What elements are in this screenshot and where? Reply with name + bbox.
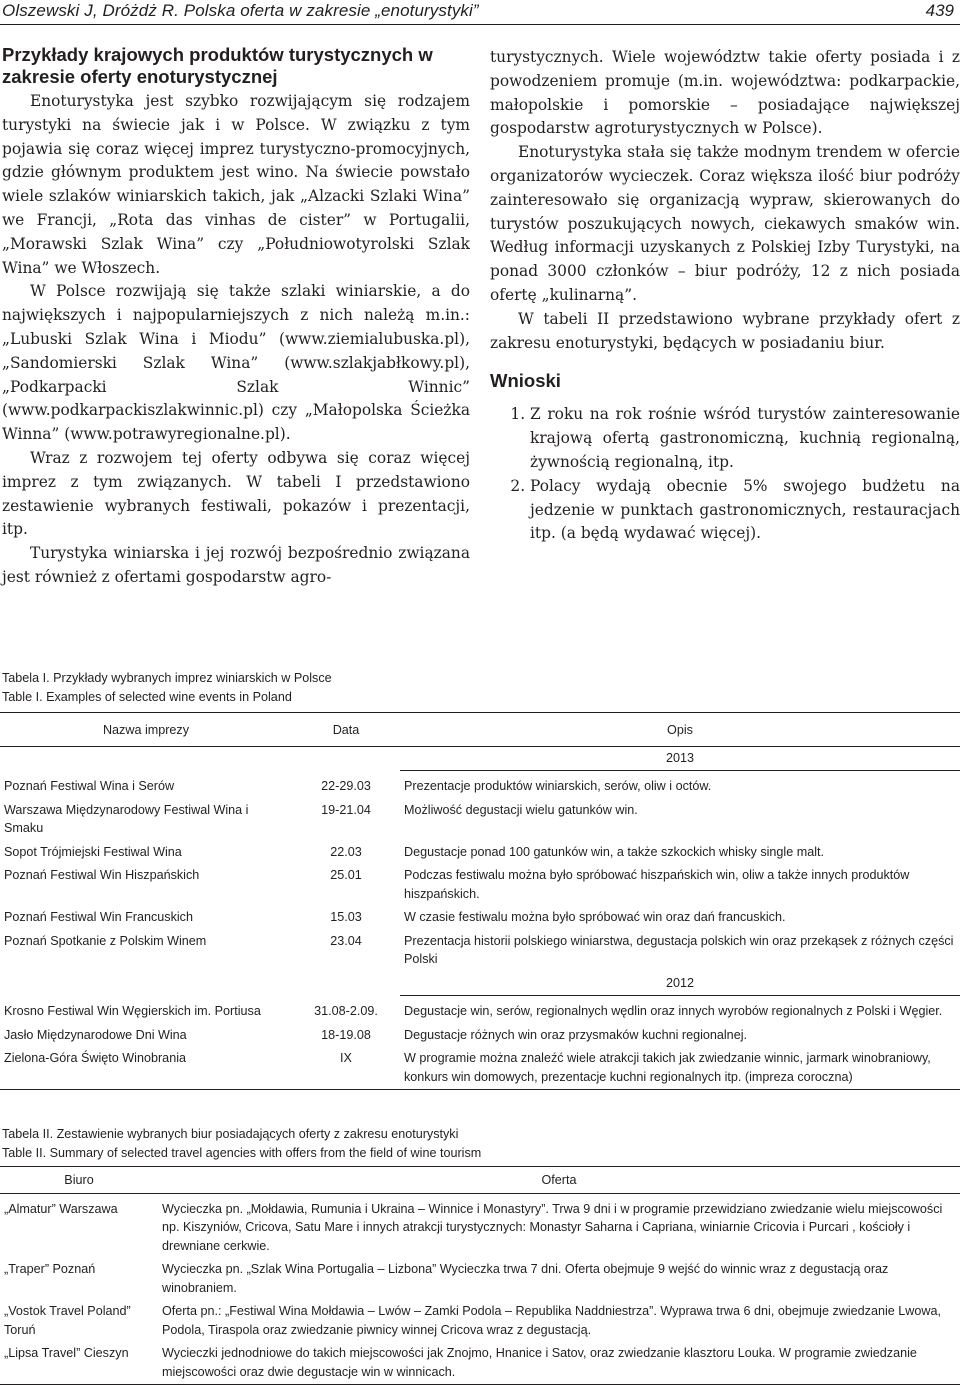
year-label: 2012 bbox=[400, 972, 960, 996]
section-heading: Przykłady krajowych produktów turystycznych w zakresie oferty enoturystycznej bbox=[2, 44, 433, 87]
event-description-cell: Degustacje ponad 100 gatunków win, a także szkockich whisky single malt. bbox=[404, 844, 825, 859]
event-description-cell: Podczas festiwalu można było spróbować hiszpańskich win, oliw a także innych produktów hiszpańskich. bbox=[404, 868, 910, 901]
event-name-cell: Poznań Festiwal Win Francuskich bbox=[4, 910, 193, 924]
event-name-cell: Poznań Festiwal Win Hiszpańskich bbox=[4, 868, 200, 882]
table-row bbox=[0, 771, 960, 799]
paragraph: Wraz z rozwojem tej oferty odbywa się coraz więcej imprez z tym związanych. W tabeli I przedstawiono zestawienie wybranych festiwali, pokazów i prezentacji, itp. bbox=[2, 448, 470, 539]
event-date-cell: IX bbox=[340, 1051, 352, 1065]
table-row bbox=[0, 1258, 960, 1300]
event-name-cell: Poznań Spotkanie z Polskim Winem bbox=[4, 933, 207, 948]
table-row bbox=[0, 1300, 960, 1342]
column-header: Data bbox=[332, 723, 360, 737]
event-date-cell: 23.04 bbox=[330, 933, 362, 948]
offer-cell: Wycieczka pn. „Szlak Wina Portugalia – Lizbona” Wycieczka trwa 7 dni. Oferta obejmuje 9 wejść do winnic wraz z degustacją oraz winobraniem. bbox=[162, 1262, 889, 1295]
year-label: 2013 bbox=[400, 746, 960, 771]
header-rule bbox=[0, 24, 960, 25]
event-date-cell: 19-21.04 bbox=[321, 802, 371, 817]
table-row bbox=[0, 1024, 960, 1048]
event-date-cell: 18-19.08 bbox=[321, 1027, 371, 1042]
event-description-cell: Prezentacja historii polskiego winiarstwa, degustacja polskich win oraz przekąsek z różnych części Polski bbox=[404, 933, 954, 966]
table1-body bbox=[0, 746, 960, 1090]
paragraph: Enoturystyka jest szybko rozwijającym się rodzajem turystyki na świecie jak i w Polsce. W związku z tym pojawia się coraz więcej imprez turystyczno-promocyjnych, gdzie głównym produktem jest wino. Na świecie powstało wiele szlaków winiarskich takich, jak „Alzacki Szlaki Wina” we Francji, „Rota das vinhas de cister” w Portugalii, „Morawski Szlak Wina” czy „Południowotyrolski Szlak Wina” we Włoszech. bbox=[2, 92, 470, 277]
paragraph: Turystyka winiarska i jej rozwój bezpośrednio związana jest również z ofertami gospodarstw agro- bbox=[2, 544, 470, 586]
table1 bbox=[0, 712, 960, 1090]
table-row bbox=[0, 841, 960, 865]
event-description-cell: Degustacje win, serów, regionalnych wędlin oraz innych wyrobów regionalnych z Polski i Węgier. bbox=[404, 1004, 943, 1018]
event-date-cell: 31.08-2.09. bbox=[314, 1003, 378, 1018]
column-header: Nazwa imprezy bbox=[102, 723, 190, 737]
table-row bbox=[0, 864, 960, 906]
event-name-cell: Krosno Festiwal Win Węgierskich im. Portiusa bbox=[4, 1003, 261, 1018]
offer-cell: Wycieczka pn. „Mołdawia, Rumunia i Ukraina – Winnice i Monastyry”. Trwa 9 dni i w programie przewidziano zwiedzanie wielu miejscowości np. Kiszyniów, Cricova, Satu Mare i innych atrakcji turystycznych: Monastyr Saharna i Capriana, winiarnie Cricovia i Purcari , kościoły i drewniane cerkwie. bbox=[162, 1201, 943, 1253]
conclusion-item: 1. Z roku na rok rośnie wśród turystów zainteresowanie krajową ofertą gastronomiczną, kuchnią regionalną, żywnością regionalną, itp. bbox=[530, 403, 960, 474]
table-row bbox=[0, 1193, 960, 1258]
table-row bbox=[0, 1342, 960, 1385]
column-header: Oferta bbox=[541, 1173, 577, 1187]
table-row bbox=[0, 1047, 960, 1090]
column-header: Biuro bbox=[64, 1173, 94, 1187]
agency-cell: „Traper” Poznań bbox=[4, 1262, 96, 1276]
agency-cell: „Almatur” Warszawa bbox=[4, 1201, 118, 1216]
conclusions-heading: Wnioski bbox=[490, 370, 561, 392]
paragraph: Enoturystyka stała się także modnym trendem w ofercie organizatorów wycieczek. Coraz większa ilość biur podróży zainteresowało się organizacją wypraw, skierowanych do turystów poszukujących nowych, ciekawych smaków win. Według informacji uzyskanych z Polskiej Izby Turystyki, na ponad 3000 członków – biur podróży, 12 z nich posiada ofertę „kulinarną”. bbox=[490, 143, 960, 304]
table2-caption-pl: Tabela II. Zestawienie wybranych biur posiadających oferty z zakresu enoturystyki bbox=[2, 1127, 459, 1141]
table2 bbox=[0, 1166, 960, 1385]
table-header-row bbox=[0, 1167, 960, 1194]
event-name-cell: Zielona-Góra Święto Winobrania bbox=[4, 1051, 186, 1065]
event-name-cell: Poznań Festiwal Wina i Serów bbox=[4, 778, 175, 793]
year-row bbox=[0, 746, 960, 771]
event-date-cell: 22-29.03 bbox=[321, 778, 371, 793]
paragraph: W Polsce rozwijają się także szlaki winiarskie, a do największych i najpopularniejszych z nich należą m.in.: „Lubuski Szlak Wina i Miodu” (www.ziemialubuska.pl), „Sandomierski Szlak Wina” (www.szlakjabłkowy.pl), „Podkarpacki Szlak Winnic” (www.podkarpackiszlakwinnic.pl) czy „Małopolska Ścieżka Winna” (www.potrawyregionalne.pl). bbox=[2, 282, 470, 444]
agency-cell: „Lipsa Travel” Cieszyn bbox=[4, 1346, 129, 1360]
running-header bbox=[0, 0, 960, 30]
event-date-cell: 22.03 bbox=[330, 844, 362, 859]
event-date-cell: 15.03 bbox=[330, 910, 362, 924]
table-row bbox=[0, 906, 960, 930]
table1-caption-en: Table I. Examples of selected wine events in Poland bbox=[2, 690, 292, 704]
running-header-title: Olszewski J, Dróżdż R. Polska oferta w zakresie „enoturystyki” bbox=[2, 1, 479, 20]
paragraph: turystycznych. Wiele województw takie oferty posiada i z powodzeniem promuje (m.in. województwa: podkarpackie, małopolskie i pomorskie – posiadające największej gospodarstw agroturystycznych w Polsce). bbox=[490, 48, 960, 138]
table2-body bbox=[0, 1193, 960, 1385]
offer-cell: Wycieczki jednodniowe do takich miejscowości jak Znojmo, Hnanice i Satov, oraz zwiedzanie klasztoru Louka. W programie zwiedzanie miejscowości oraz dwie degustacje win w winnicach. bbox=[162, 1346, 917, 1379]
offer-cell: Oferta pn.: „Festiwal Wina Mołdawia – Lwów – Zamki Podola – Republika Naddniestrza”. Wyprawa trwa 6 dni, obejmuje zwiedzanie Lwowa, Podola, Tiraspola oraz zwiedzanie piwnicy winnej Cricova wraz z degustacją. bbox=[162, 1304, 941, 1337]
table2-caption-en: Table II. Summary of selected travel agencies with offers from the field of wine tourism bbox=[2, 1146, 482, 1160]
table-row bbox=[0, 930, 960, 972]
table1-caption bbox=[2, 669, 332, 707]
conclusions-list bbox=[490, 403, 960, 546]
empty-cell bbox=[0, 972, 292, 996]
page-number: 439 bbox=[925, 1, 954, 20]
paragraph: W tabeli II przedstawiono wybrane przykłady ofert z zakresu enoturystyki, będących w posiadaniu biur. bbox=[490, 309, 960, 352]
event-description-cell: Degustacje różnych win oraz przysmaków kuchni regionalnej. bbox=[404, 1027, 747, 1042]
column-header: Opis bbox=[667, 723, 693, 737]
event-description-cell: Możliwość degustacji wielu gatunków win. bbox=[404, 802, 638, 817]
right-column bbox=[490, 46, 960, 546]
empty-cell bbox=[292, 972, 400, 996]
conclusion-item: 2. Polacy wydają obecnie 5% swojego budżetu na jedzenie w punktach gastronomicznych, restauracjach itp. (a będą wydawać więcej). bbox=[530, 475, 960, 546]
table2-caption bbox=[2, 1125, 481, 1163]
empty-cell bbox=[292, 746, 400, 771]
table-row bbox=[0, 799, 960, 841]
empty-cell bbox=[0, 746, 292, 771]
event-name-cell: Warszawa Międzynarodowy Festiwal Wina i Smaku bbox=[4, 802, 249, 835]
agency-cell: „Vostok Travel Poland” Toruń bbox=[4, 1304, 131, 1337]
event-description-cell: W czasie festiwalu można było spróbować win oraz dań francuskich. bbox=[404, 910, 786, 924]
event-name-cell: Sopot Trójmiejski Festiwal Wina bbox=[4, 844, 182, 859]
event-date-cell: 25.01 bbox=[330, 868, 362, 882]
event-description-cell: Prezentacje produktów winiarskich, serów, oliw i octów. bbox=[404, 779, 712, 793]
table-row bbox=[0, 996, 960, 1024]
event-description-cell: W programie można znaleźć wiele atrakcji takich jak zwiedzanie winnic, jarmark winobraniowy, konkurs win domowych, prezentacje kuchni regionalnych itp. (impreza coroczna) bbox=[404, 1051, 931, 1084]
table1-caption-pl: Tabela I. Przykłady wybranych imprez winiarskich w Polsce bbox=[2, 671, 332, 685]
year-row bbox=[0, 972, 960, 996]
event-name-cell: Jasło Międzynarodowe Dni Wina bbox=[4, 1027, 187, 1042]
left-column bbox=[2, 44, 470, 590]
table-header-row bbox=[0, 713, 960, 747]
